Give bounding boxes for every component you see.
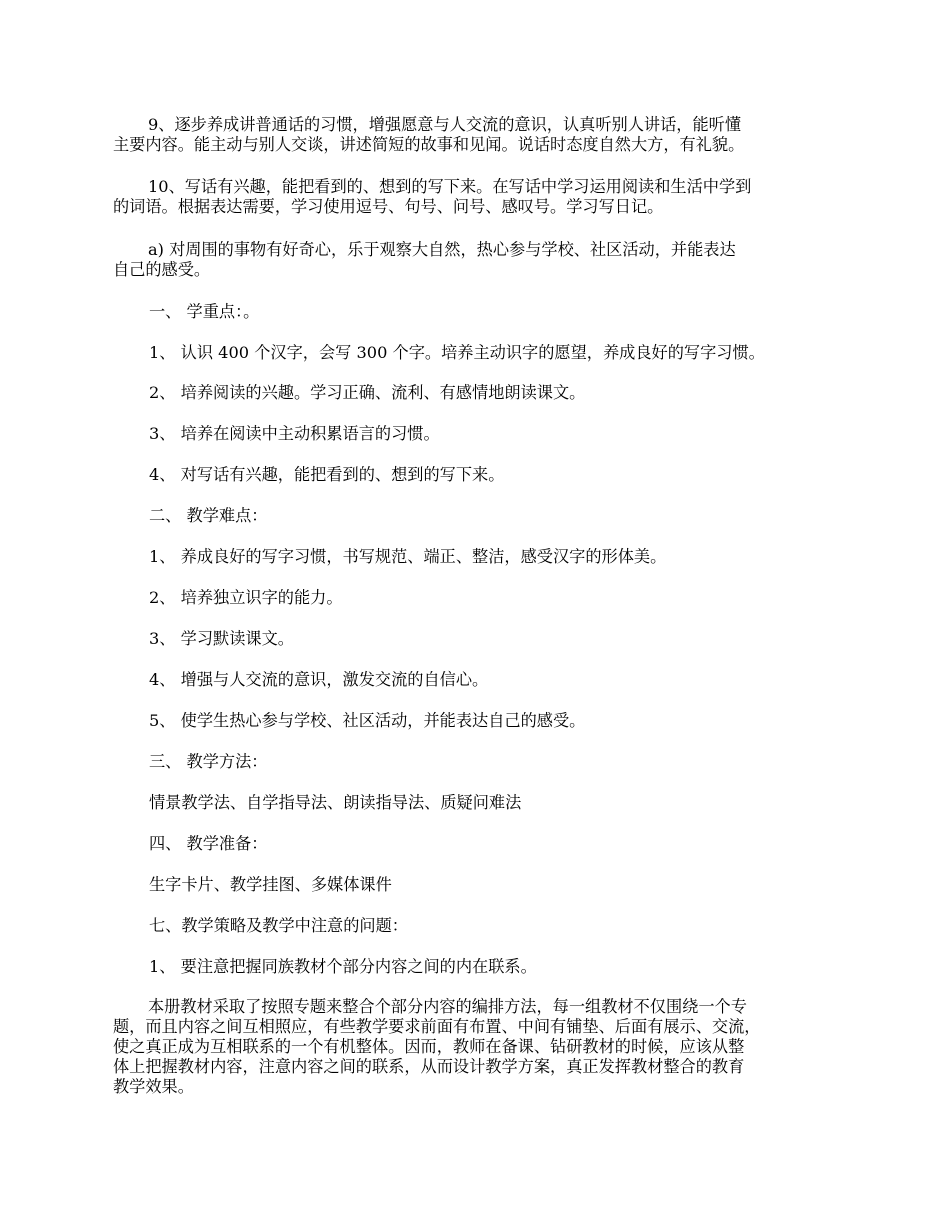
paragraph-line: 教学效果。	[113, 1077, 194, 1096]
section-heading-strategies: 七、教学策略及教学中注意的问题：	[149, 916, 408, 935]
key-point-item: 4、 对写话有兴趣，能把看到的、想到的写下来。	[149, 465, 505, 484]
key-point-item: 1、 认识 400 个汉字，会写 300 个字。培养主动识字的愿望，养成良好的写字习惯。	[149, 343, 765, 362]
paragraph-item-10	[113, 177, 843, 217]
methods-text: 情景教学法、自学指导法、朗读指导法、质疑问难法	[149, 793, 522, 812]
paragraph-line: 使之真正成为互相联系的一个有机整体。因而，教师在备课、钻研教材的时候，应该从整	[113, 1037, 745, 1056]
difficulty-item: 5、 使学生热心参与学校、社区活动，并能表达自己的感受。	[149, 711, 586, 730]
strategy-item: 1、 要注意把握同族教材个部分内容之间的内在联系。	[149, 957, 537, 976]
paragraph-item-9	[113, 115, 843, 155]
paragraph-line: 体上把握教材内容，注意内容之间的联系，从而设计教学方案，真正发挥教材整合的教育	[113, 1057, 745, 1076]
preparation-text: 生字卡片、教学挂图、多媒体课件	[149, 875, 392, 894]
key-point-item: 2、 培养阅读的兴趣。学习正确、流利、有感情地朗读课文。	[149, 383, 586, 402]
paragraph-line: 9、逐步养成讲普通话的习惯，增强愿意与人交流的意识，认真听别人讲话，能听懂	[148, 115, 742, 134]
final-paragraph	[113, 997, 843, 1097]
difficulty-item: 3、 学习默读课文。	[149, 629, 294, 648]
paragraph-line: 10、写话有兴趣，能把看到的、想到的写下来。在写话中学习运用阅读和生活中学到	[148, 177, 752, 196]
difficulty-item: 1、 养成良好的写字习惯，书写规范、端正、整洁，感受汉字的形体美。	[149, 547, 667, 566]
section-heading-preparation: 四、 教学准备：	[149, 834, 268, 853]
paragraph-line: 题，而且内容之间互相照应，有些教学要求前面有布置、中间有铺垫、后面有展示、交流，	[113, 1017, 761, 1036]
section-heading-difficulties: 二、 教学难点：	[149, 506, 268, 525]
difficulty-item: 4、 增强与人交流的意识，激发交流的自信心。	[149, 670, 489, 689]
paragraph-line: a) 对周围的事物有好奇心，乐于观察大自然，热心参与学校、社区活动，并能表达	[148, 240, 736, 259]
paragraph-line: 的词语。根据表达需要，学习使用逗号、句号、问号、感叹号。学习写日记。	[113, 197, 664, 216]
paragraph-item-a	[113, 240, 843, 280]
difficulty-item: 2、 培养独立识字的能力。	[149, 588, 343, 607]
key-point-item: 3、 培养在阅读中主动积累语言的习惯。	[149, 424, 440, 443]
paragraph-line: 自己的感受。	[113, 260, 211, 279]
section-heading-key-points: 一、 学重点：。	[149, 302, 260, 321]
section-heading-methods: 三、 教学方法：	[149, 752, 268, 771]
paragraph-line: 主要内容。能主动与别人交谈，讲述简短的故事和见闻。说话时态度自然大方，有礼貌。	[113, 135, 745, 154]
paragraph-line: 本册教材采取了按照专题来整合个部分内容的编排方法，每一组教材不仅围绕一个专	[148, 997, 747, 1016]
